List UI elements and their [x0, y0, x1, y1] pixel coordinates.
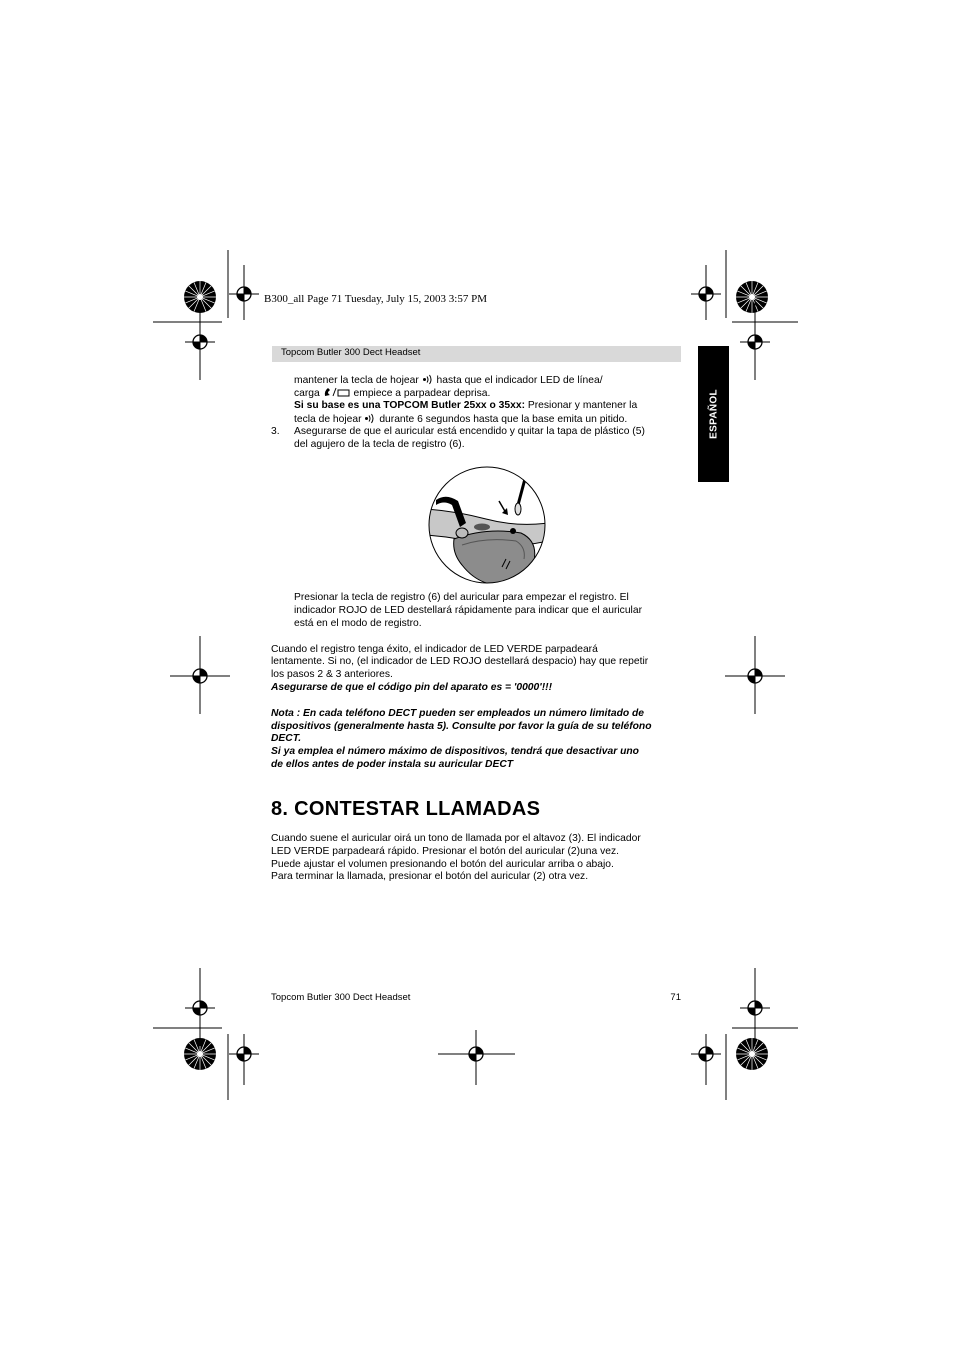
result-line2: lentamente. Si no, (el indicador de LED ROJO destellará despacio) hay que repetir	[271, 656, 649, 667]
language-tab	[698, 346, 729, 482]
step2-line2: carga empiece a parpadear deprisa.	[294, 388, 491, 399]
result-line1: Cuando el registro tenga éxito, el indicador de LED VERDE parpadeará	[271, 644, 598, 655]
headset-illustration	[426, 465, 548, 585]
step2-line3: Si su base es una TOPCOM Butler 25xx o 35xx: Presionar y mantener la	[294, 400, 638, 411]
note-line4: Si ya emplea el número máximo de dispositivos, tendrá que desactivar uno	[271, 746, 639, 757]
step3-number: 3.	[271, 426, 280, 437]
footer-title: Topcom Butler 300 Dect Headset	[271, 992, 411, 1003]
page-number: 71	[670, 992, 681, 1003]
section-heading: 8. CONTESTAR LLAMADAS	[271, 798, 541, 820]
result-line3: los pasos 2 & 3 anteriores.	[271, 669, 393, 680]
note-line1: Nota : En cada teléfono DECT pueden ser empleados un número limitado de	[271, 708, 645, 719]
phone-line-icon	[324, 388, 329, 396]
section8-line4: Para terminar la llamada, presionar el botón del auricular (2) otra vez.	[271, 871, 589, 882]
line-charge-icons	[323, 387, 351, 398]
scroll-key-icon	[422, 374, 434, 385]
after-image-line1: Presionar la tecla de registro (6) del auricular para empezar el registro. El	[294, 592, 629, 603]
scroll-key-icon	[364, 413, 376, 424]
note-line2: dispositivos (generalmente hasta 5). Consulte por favor la guía de su teléfono	[271, 721, 652, 732]
pin-code-note: Asegurarse de que el código pin del aparato es = '0000'!!!	[271, 682, 552, 693]
battery-charge-icon	[338, 390, 349, 396]
page-header	[272, 346, 681, 362]
step3-line1: Asegurarse de que el auricular está encendido y quitar la tapa de plástico (5)	[294, 426, 645, 437]
section8-line2: LED VERDE parpadeará rápido. Presionar el botón del auricular (2)una vez.	[271, 846, 619, 857]
step2-line4: tecla de hojear durante 6 segundos hasta que la base emita un pitido.	[294, 414, 628, 425]
step2-line1: mantener la tecla de hojear hasta que el indicador LED de línea/	[294, 375, 603, 386]
header-title: Topcom Butler 300 Dect Headset	[281, 347, 421, 358]
step3-line2: del agujero de la tecla de registro (6).	[294, 439, 465, 450]
section8-line3: Puede ajustar el volumen presionando el botón del auricular arriba o abajo.	[271, 859, 614, 870]
note-line3: DECT.	[271, 733, 302, 744]
after-image-line3: está en el modo de registro.	[294, 618, 422, 629]
after-image-line2: indicador ROJO de LED destellará rápidamente para indicar que el auricular	[294, 605, 642, 616]
language-tab-label: ESPAÑOL	[708, 389, 719, 439]
section8-line1: Cuando suene el auricular oirá un tono de llamada por el altavoz (3). El indicador	[271, 833, 641, 844]
print-info: B300_all Page 71 Tuesday, July 15, 2003 3:57 PM	[264, 293, 487, 305]
note-line5: de ellos antes de poder instala su auricular DECT	[271, 759, 514, 770]
